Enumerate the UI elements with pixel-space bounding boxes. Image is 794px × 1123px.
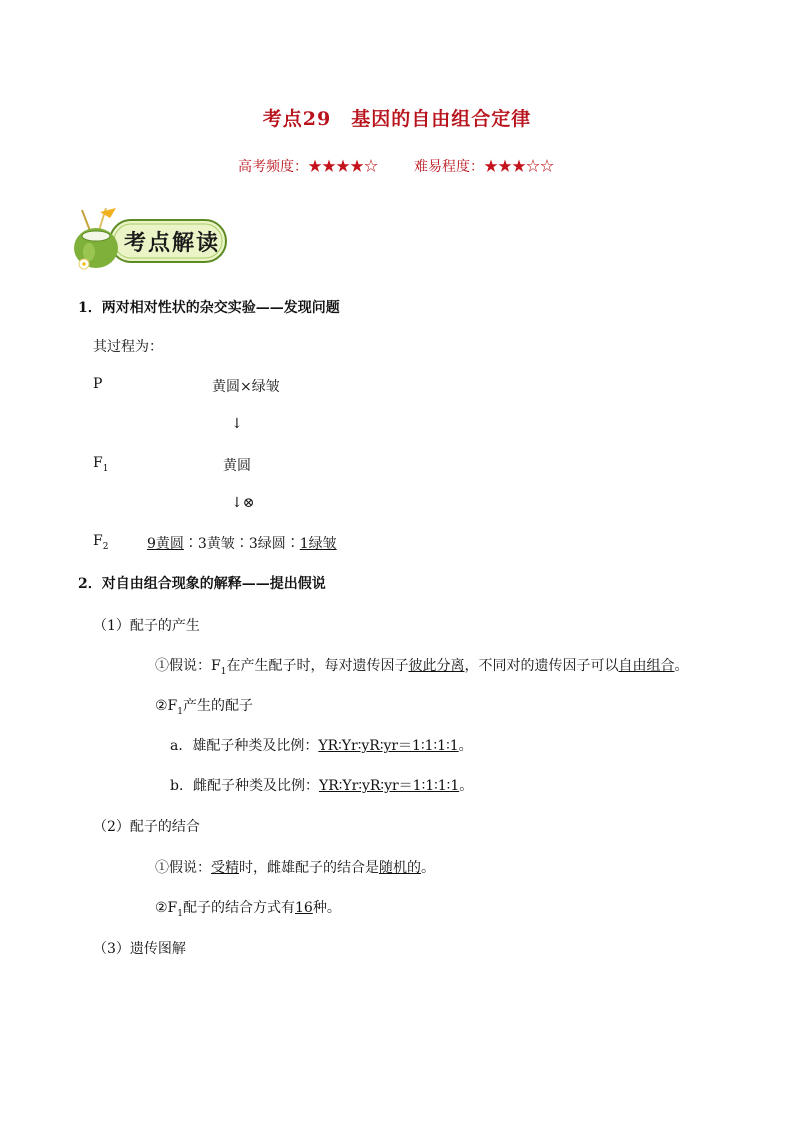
section-2-heading: 2．对自由组合现象的解释——提出假说 [78,576,326,592]
frequency-stars: ★★★★☆ [308,159,378,175]
subsection-gamete-production: （1）配子的产生 [93,618,200,634]
selfing-arrow-icon: ↓⊗ [231,495,255,511]
difficulty-level [414,156,554,176]
f1-gametes: $②F_1$产生的配子 [155,698,253,717]
arrow-down-icon: ↓ [231,416,243,432]
exam-frequency [238,156,378,176]
section-1-heading: 1．两对相对性状的杂交实验——发现问题 [78,300,340,316]
hypothesis-2: ①假说：受精时，雌雄配子的结合是随机的。 [155,860,435,876]
p-cross: 黄圆×绿皱 [212,379,280,395]
f1-label: $F_1$ [93,455,109,474]
banner-text: 考点解读 [124,230,221,256]
section-banner [70,206,230,274]
combination-count: $②F_1$配子的结合方式有16种。 [155,900,341,919]
hypothesis-1: ①假说：$F_1$在产生配子时，每对遗传因子彼此分离，不同对的遗传因子可以自由组合。 [155,658,689,677]
difficulty-stars: ★★★☆☆ [484,159,554,175]
male-gametes: a．雄配子种类及比例：YR∶Yr∶yR∶yr＝1∶1∶1∶1。 [170,738,473,754]
process-intro: 其过程为： [93,339,163,355]
frequency-label: 高考频度： [238,159,308,175]
f1-value: 黄圆 [223,458,251,474]
difficulty-label: 难易程度： [414,159,484,175]
female-gametes: b．雌配子种类及比例：YR∶Yr∶yR∶yr＝1∶1∶1∶1。 [170,778,474,794]
p-label: P [93,376,103,392]
subsection-gamete-combination: （2）配子的结合 [93,819,200,835]
subsection-genetic-diagram: （3）遗传图解 [93,941,186,957]
f2-label: $F_2$ [93,533,109,552]
page-title: 考点29 基因的自由组合定律 [262,108,532,130]
f2-ratio: 9黄圆∶3黄皱∶3绿圆∶1绿皱 [147,536,337,552]
